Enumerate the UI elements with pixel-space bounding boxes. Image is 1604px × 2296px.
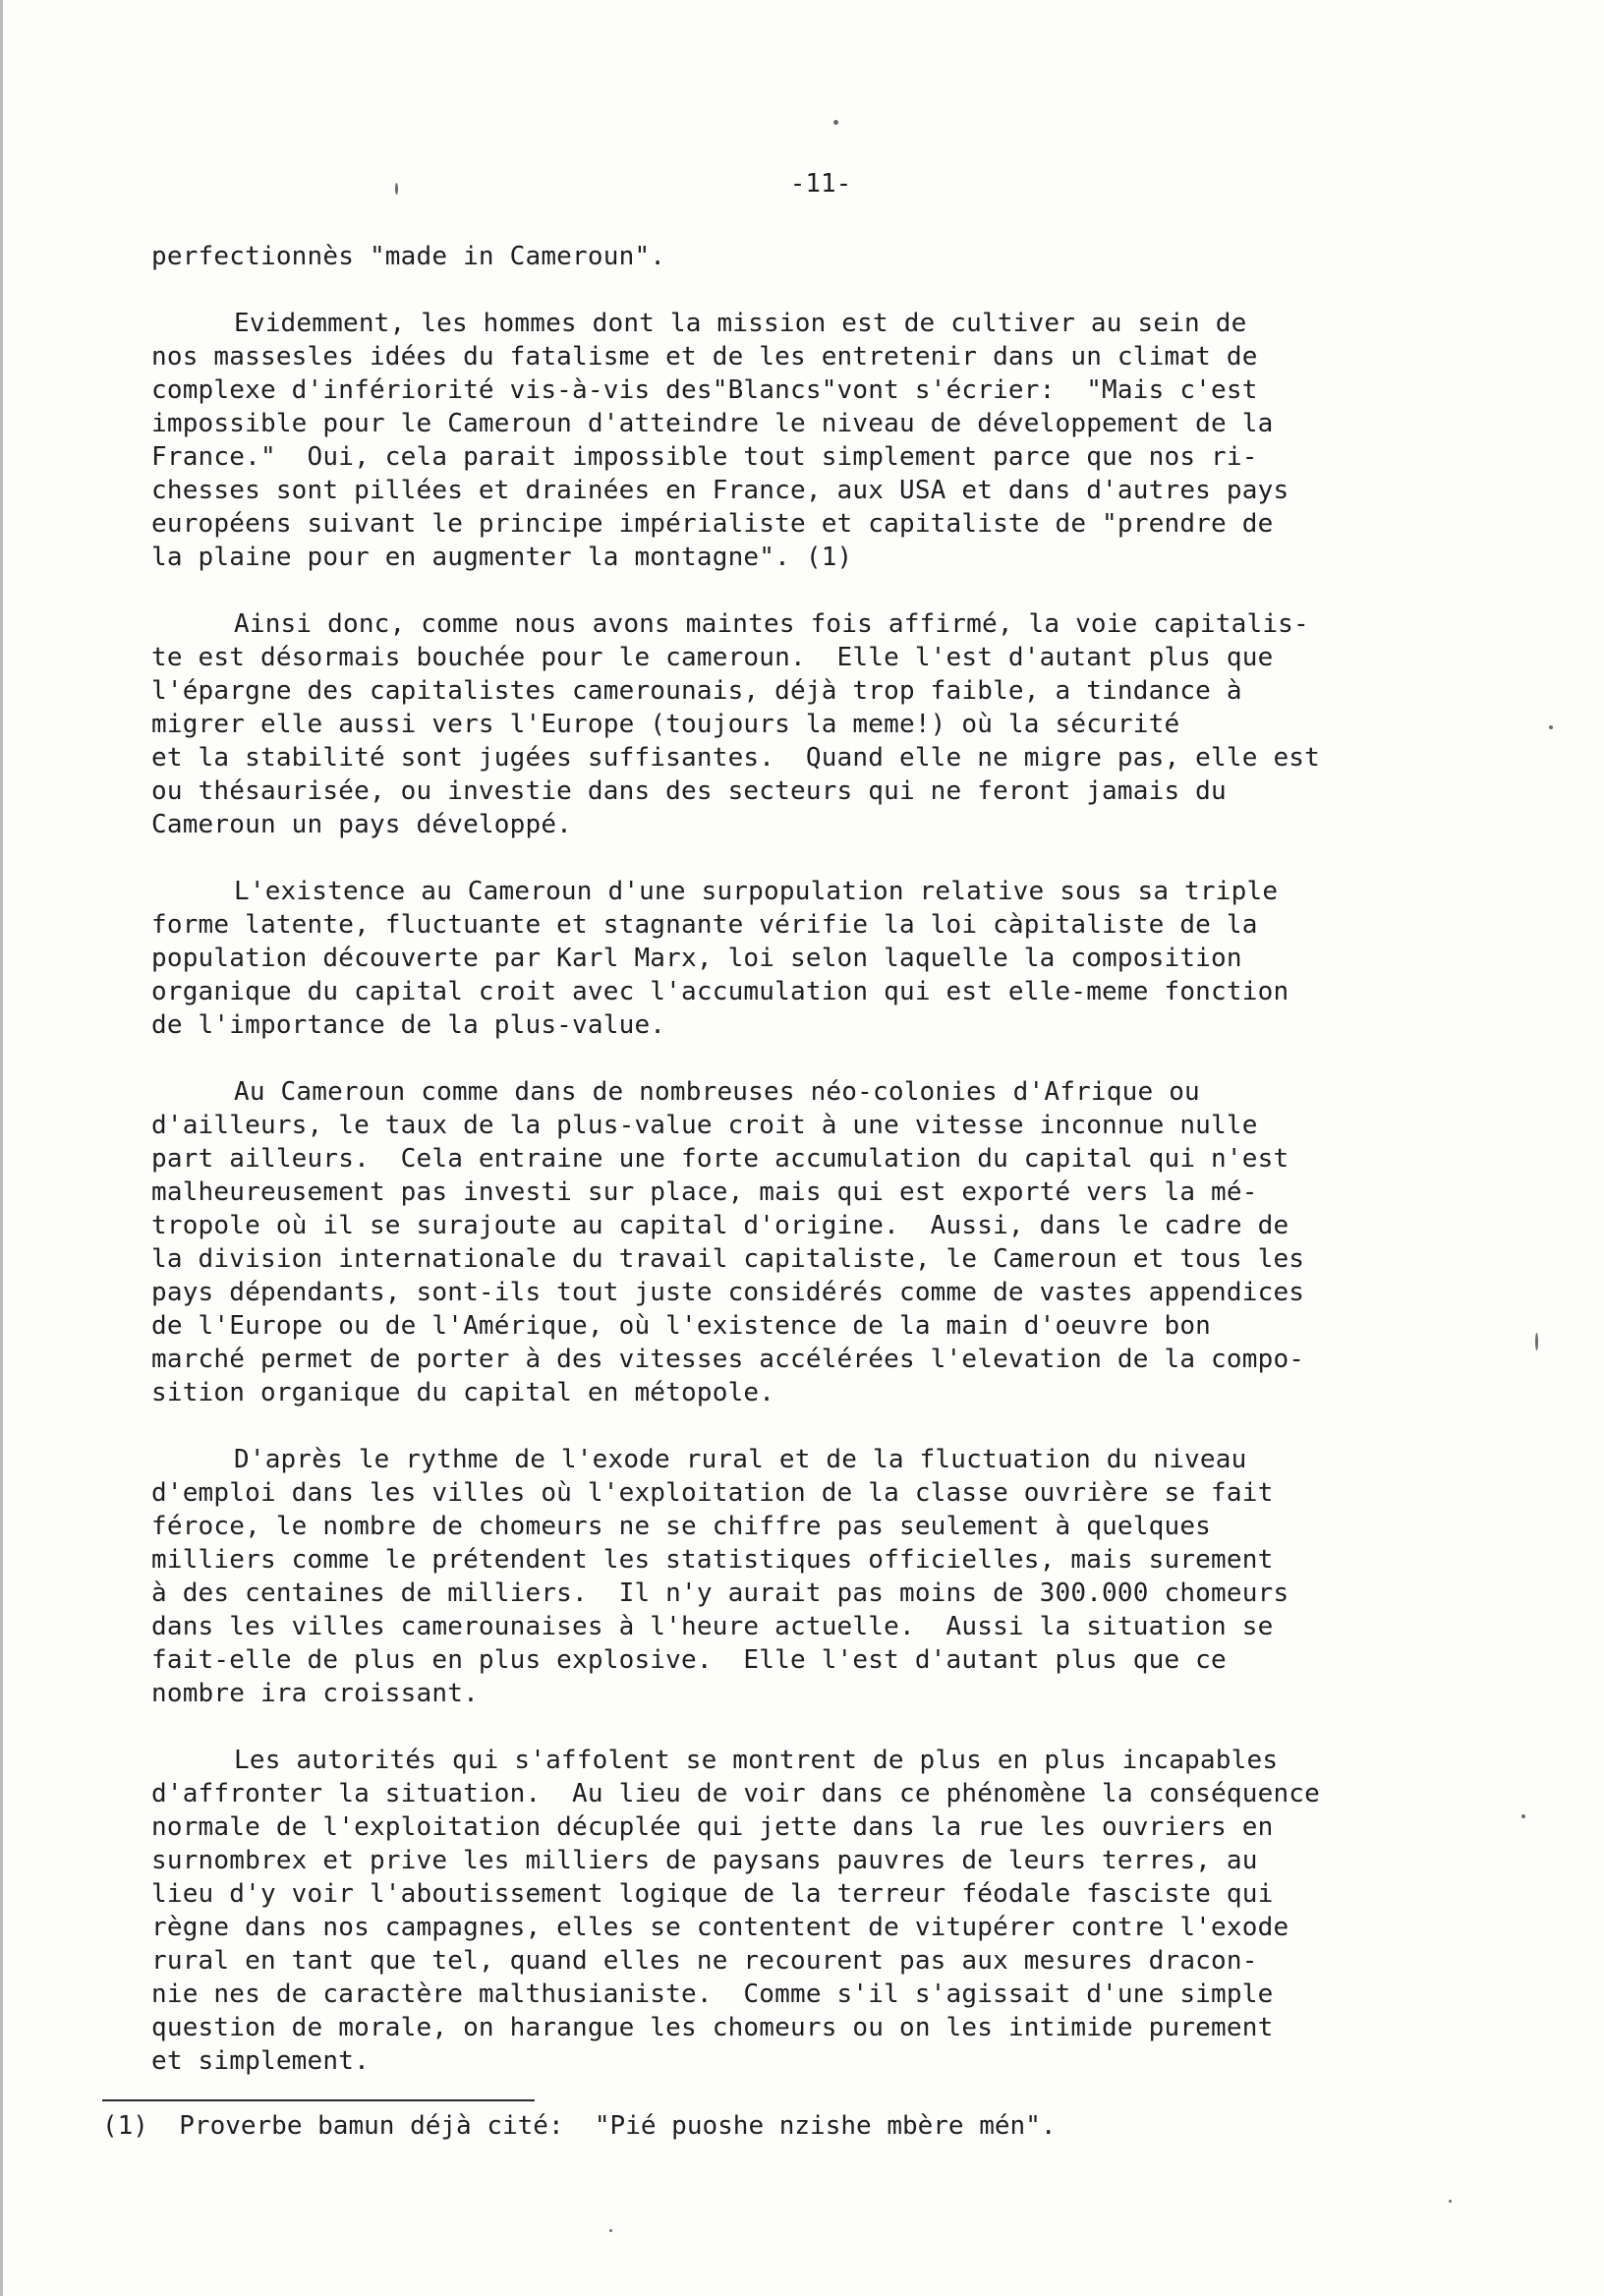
scan-speck	[1521, 1814, 1525, 1818]
text-line: France." Oui, cela parait impossible tout simplement parce que nos ri-	[151, 442, 1258, 472]
text-line: pays dépendants, sont-ils tout juste considérés comme de vastes appendices	[151, 1278, 1305, 1307]
scan-speck	[833, 120, 838, 125]
text-line: nos massesles idées du fatalisme et de les entretenir dans un climat de	[151, 342, 1258, 372]
text-line: malheureusement pas investi sur place, mais qui est exporté vers la mé-	[151, 1177, 1258, 1207]
text-line: fait-elle de plus en plus explosive. Elle l'est d'autant plus que ce	[151, 1645, 1227, 1675]
text-line: surnombrex et prive les milliers de paysans pauvres de leurs terres, au	[151, 1846, 1258, 1875]
text-line: la division internationale du travail capitaliste, le Cameroun et tous les	[151, 1244, 1305, 1274]
paragraph-2	[151, 307, 1488, 574]
text-line: à des centaines de milliers. Il n'y aurait pas moins de 300.000 chomeurs	[151, 1578, 1289, 1608]
page-number: -11-	[789, 169, 852, 199]
text-line: de l'Europe ou de l'Amérique, où l'existence de la main d'oeuvre bon	[151, 1311, 1212, 1341]
text-line: ou thésaurisée, ou investie dans des secteurs qui ne feront jamais du	[151, 776, 1227, 806]
paragraph-5	[151, 1075, 1488, 1409]
text-line: Cameroun un pays développé.	[151, 810, 573, 839]
text-line: Ainsi donc, comme nous avons maintes fois affirmé, la voie capitalis-	[234, 609, 1309, 639]
text-line: européens suivant le principe impérialiste et capitaliste de "prendre de	[151, 509, 1274, 539]
text-line: lieu d'y voir l'aboutissement logique de la terreur féodale fasciste qui	[151, 1879, 1274, 1909]
text-line: l'épargne des capitalistes camerounais, déjà trop faible, a tindance à	[151, 676, 1242, 706]
text-line: tropole où il se surajoute au capital d'origine. Aussi, dans le cadre de	[151, 1211, 1289, 1240]
text-line: L'existence au Cameroun d'une surpopulation relative sous sa triple	[234, 877, 1279, 906]
text-line: nie nes de caractère malthusianiste. Comme s'il s'agissait d'une simple	[151, 1980, 1274, 2009]
paragraph-1	[151, 240, 1488, 273]
paragraph-4	[151, 875, 1488, 1042]
footnote-divider	[102, 2099, 535, 2101]
text-line: sition organique du capital en métopole.	[151, 1378, 775, 1407]
text-line: perfectionnès "made in Cameroun".	[151, 242, 666, 271]
scan-speck	[1549, 725, 1553, 729]
text-line: organique du capital croit avec l'accumulation qui est elle-meme fonction	[151, 977, 1289, 1006]
text-line: complexe d'infériorité vis-à-vis des"Blancs"vont s'écrier: "Mais c'est	[151, 375, 1258, 405]
text-line: dans les villes camerounaises à l'heure actuelle. Aussi la situation se	[151, 1612, 1274, 1641]
text-line: migrer elle aussi vers l'Europe (toujours la meme!) où la sécurité	[151, 710, 1180, 739]
text-line: forme latente, fluctuante et stagnante vérifie la loi càpitaliste de la	[151, 910, 1258, 940]
scan-edge	[0, 0, 3, 2296]
text-line: D'après le rythme de l'exode rural et de la fluctuation du niveau	[234, 1445, 1247, 1474]
text-line: Au Cameroun comme dans de nombreuses néo-colonies d'Afrique ou	[234, 1077, 1200, 1107]
text-line: d'emploi dans les villes où l'exploitation de la classe ouvrière se fait	[151, 1478, 1274, 1508]
scan-speck	[609, 2229, 612, 2232]
text-line: nombre ira croissant.	[151, 1679, 479, 1708]
text-line: question de morale, on harangue les chomeurs ou on les intimide purement	[151, 2013, 1274, 2042]
text-line: normale de l'exploitation décuplée qui jette dans la rue les ouvriers en	[151, 1812, 1274, 1842]
paragraph-6	[151, 1443, 1488, 1710]
text-line: chesses sont pillées et drainées en France, aux USA et dans d'autres pays	[151, 476, 1289, 505]
text-line: et simplement.	[151, 2046, 370, 2076]
scan-speck	[1449, 2200, 1452, 2203]
text-line: Evidemment, les hommes dont la mission est de cultiver au sein de	[234, 309, 1247, 338]
text-line: d'affronter la situation. Au lieu de voir dans ce phénomène la conséquence	[151, 1779, 1320, 1808]
text-line: de l'importance de la plus-value.	[151, 1010, 666, 1040]
paragraph-3	[151, 607, 1488, 841]
text-line: et la stabilité sont jugées suffisantes. Quand elle ne migre pas, elle est	[151, 743, 1320, 773]
scan-speck	[1535, 1333, 1538, 1350]
text-line: milliers comme le prétendent les statistiques officielles, mais surement	[151, 1545, 1274, 1575]
text-line: rural en tant que tel, quand elles ne recourent pas aux mesures dracon-	[151, 1946, 1258, 1976]
text-line: impossible pour le Cameroun d'atteindre le niveau de développement de la	[151, 409, 1274, 438]
text-line: te est désormais bouchée pour le cameroun. Elle l'est d'autant plus que	[151, 643, 1274, 672]
text-line: féroce, le nombre de chomeurs ne se chiffre pas seulement à quelques	[151, 1512, 1212, 1541]
text-line: Les autorités qui s'affolent se montrent de plus en plus incapables	[234, 1746, 1279, 1775]
paragraph-7	[151, 1744, 1488, 2078]
text-line: part ailleurs. Cela entraine une forte accumulation du capital qui n'est	[151, 1144, 1289, 1174]
text-line: règne dans nos campagnes, elles se contentent de vitupérer contre l'exode	[151, 1913, 1289, 1942]
text-line: population découverte par Karl Marx, loi selon laquelle la composition	[151, 944, 1242, 973]
text-line: marché permet de porter à des vitesses accélérées l'elevation de la compo-	[151, 1345, 1305, 1374]
text-line: la plaine pour en augmenter la montagne". (1)	[151, 543, 853, 572]
scan-speck	[395, 183, 398, 195]
footnote: (1) Proverbe bamun déjà cité: "Pié puoshe nzishe mbère mén".	[102, 2111, 1057, 2141]
text-line: d'ailleurs, le taux de la plus-value croit à une vitesse inconnue nulle	[151, 1111, 1258, 1140]
